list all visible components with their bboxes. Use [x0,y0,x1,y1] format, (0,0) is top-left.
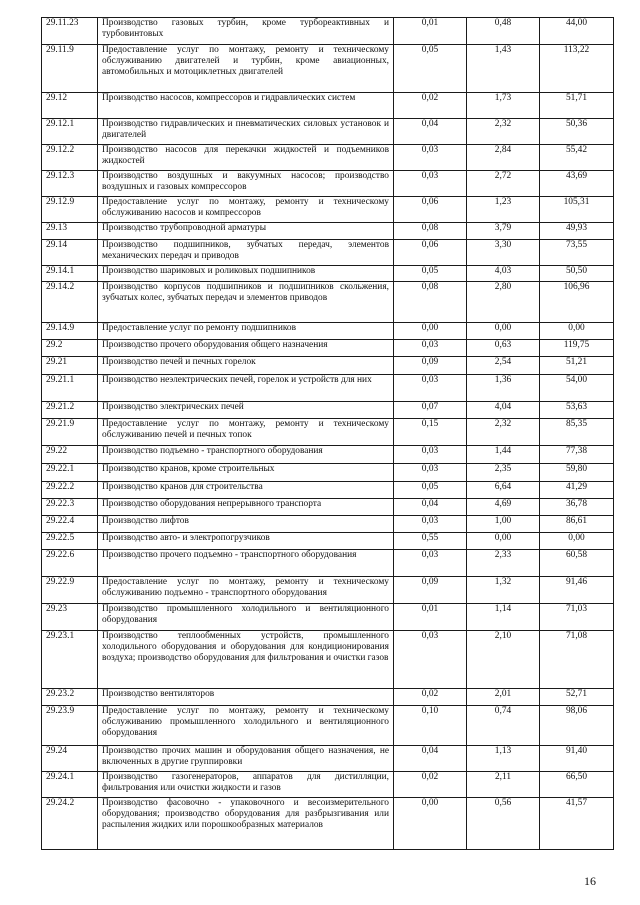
row-value-3: 59,80 [540,464,614,482]
row-description: Предоставление услуг по монтажу, ремонту и техническому обслуживанию промышленного холодильного и вентиляционного оборудования [98,706,394,746]
row-code: 29.21.1 [42,375,98,402]
row-code: 29.22.6 [42,550,98,577]
row-code: 29.11.9 [42,45,98,93]
row-value-3: 91,46 [540,577,614,604]
table-row [42,499,614,516]
row-value-2: 1,23 [467,197,540,223]
row-value-3: 77,38 [540,446,614,464]
row-code: 29.23 [42,604,98,631]
row-value-3: 49,93 [540,223,614,240]
row-code: 29.21.9 [42,419,98,446]
row-value-3: 60,58 [540,550,614,577]
row-value-3: 44,00 [540,18,614,45]
row-description: Производство насосов, компрессоров и гидравлических систем [98,93,394,119]
table-row [42,240,614,266]
row-code: 29.22 [42,446,98,464]
table-row [42,746,614,772]
row-value-2: 0,00 [467,323,540,340]
row-description: Предоставление услуг по монтажу, ремонту и техническому обслуживанию насосов и компрессоров [98,197,394,223]
table-row [42,402,614,419]
row-value-1: 0,03 [394,446,467,464]
row-description: Производство печей и печных горелок [98,357,394,375]
row-value-3: 41,29 [540,482,614,499]
row-code: 29.14.2 [42,282,98,323]
row-value-2: 0,00 [467,533,540,550]
row-value-3: 51,21 [540,357,614,375]
row-value-2: 1,32 [467,577,540,604]
row-code: 29.22.3 [42,499,98,516]
row-description: Производство газогенераторов, аппаратов для дистилляции, фильтрования или очистки жидкости и газов [98,772,394,798]
row-value-1: 0,00 [394,323,467,340]
row-description: Производство трубопроводной арматуры [98,223,394,240]
row-description: Производство прочего оборудования общего назначения [98,340,394,357]
row-code: 29.23.9 [42,706,98,746]
row-value-2: 2,84 [467,145,540,171]
row-description: Производство корпусов подшипников и подшипников скольжения, зубчатых колес, зубчатых передач и элементов приводов [98,282,394,323]
row-value-1: 0,02 [394,689,467,706]
row-description: Производство насосов для перекачки жидкостей и подъемников жидкостей [98,145,394,171]
table-row [42,357,614,375]
row-value-2: 0,74 [467,706,540,746]
table-row [42,482,614,499]
row-value-1: 0,02 [394,93,467,119]
row-value-1: 0,05 [394,482,467,499]
row-value-1: 0,10 [394,706,467,746]
row-value-2: 3,79 [467,223,540,240]
table-row [42,323,614,340]
page-number: 16 [584,874,596,888]
table-body [42,18,614,850]
row-value-3: 55,42 [540,145,614,171]
row-description: Производство гидравлических и пневматических силовых установок и двигателей [98,119,394,145]
row-value-1: 0,55 [394,533,467,550]
row-value-2: 1,36 [467,375,540,402]
row-value-2: 0,48 [467,18,540,45]
row-value-1: 0,07 [394,402,467,419]
row-code: 29.11.23 [42,18,98,45]
row-value-1: 0,04 [394,499,467,516]
row-value-3: 106,96 [540,282,614,323]
table-row [42,419,614,446]
row-value-2: 2,32 [467,419,540,446]
row-value-3: 113,22 [540,45,614,93]
table-row [42,798,614,850]
row-value-3: 71,08 [540,631,614,689]
row-code: 29.14.9 [42,323,98,340]
row-value-2: 0,63 [467,340,540,357]
row-value-3: 50,50 [540,266,614,282]
row-value-3: 66,50 [540,772,614,798]
row-value-2: 4,69 [467,499,540,516]
table-row [42,604,614,631]
row-value-1: 0,03 [394,464,467,482]
row-value-1: 0,08 [394,223,467,240]
row-value-2: 2,35 [467,464,540,482]
row-value-1: 0,08 [394,282,467,323]
row-code: 29.21.2 [42,402,98,419]
row-description: Производство прочих машин и оборудования общего назначения, не включенных в другие группировки [98,746,394,772]
row-value-1: 0,03 [394,145,467,171]
table-row [42,119,614,145]
row-description: Производство промышленного холодильного и вентиляционного оборудования [98,604,394,631]
table-row [42,577,614,604]
row-value-3: 52,71 [540,689,614,706]
row-value-1: 0,09 [394,357,467,375]
row-code: 29.14.1 [42,266,98,282]
row-code: 29.22.4 [42,516,98,533]
row-value-1: 0,03 [394,631,467,689]
table-row [42,171,614,197]
table-row [42,266,614,282]
row-code: 29.22.9 [42,577,98,604]
row-description: Предоставление услуг по ремонту подшипников [98,323,394,340]
row-value-1: 0,05 [394,45,467,93]
row-value-3: 36,78 [540,499,614,516]
row-value-1: 0,01 [394,604,467,631]
row-description: Предоставление услуг по монтажу, ремонту и техническому обслуживанию печей и печных топок [98,419,394,446]
row-value-2: 6,64 [467,482,540,499]
row-value-3: 50,36 [540,119,614,145]
row-value-2: 4,03 [467,266,540,282]
row-value-1: 0,06 [394,197,467,223]
row-description: Производство лифтов [98,516,394,533]
table-row [42,772,614,798]
table-row [42,340,614,357]
row-value-3: 105,31 [540,197,614,223]
table-row [42,197,614,223]
row-code: 29.14 [42,240,98,266]
row-code: 29.12.9 [42,197,98,223]
row-value-2: 1,43 [467,45,540,93]
row-description: Производство теплообменных устройств, промышленного холодильного оборудования и оборудования для кондиционирования воздуха; производство оборудования для фильтрования и очистки газов [98,631,394,689]
row-value-2: 3,30 [467,240,540,266]
row-code: 29.24.1 [42,772,98,798]
row-code: 29.12.2 [42,145,98,171]
row-code: 29.24.2 [42,798,98,850]
row-value-3: 85,35 [540,419,614,446]
table-row [42,706,614,746]
row-value-2: 2,32 [467,119,540,145]
row-description: Предоставление услуг по монтажу, ремонту и техническому обслуживанию подъемно - транспортного оборудования [98,577,394,604]
row-description: Производство фасовочно - упаковочного и весоизмерительного оборудования; производство оборудования для разбрызгивания или распыления жидких или порошкообразных материалов [98,798,394,850]
statistics-table [41,17,614,850]
table-row [42,93,614,119]
row-description: Производство воздушных и вакуумных насосов; производство воздушных и газовых компрессоров [98,171,394,197]
row-code: 29.13 [42,223,98,240]
row-value-2: 2,80 [467,282,540,323]
row-value-3: 91,40 [540,746,614,772]
row-value-2: 1,13 [467,746,540,772]
row-value-1: 0,09 [394,577,467,604]
row-value-3: 119,75 [540,340,614,357]
row-value-1: 0,03 [394,375,467,402]
row-value-2: 2,10 [467,631,540,689]
row-value-2: 2,11 [467,772,540,798]
row-value-1: 0,05 [394,266,467,282]
row-value-2: 2,72 [467,171,540,197]
row-value-2: 4,04 [467,402,540,419]
row-value-3: 51,71 [540,93,614,119]
row-value-1: 0,01 [394,18,467,45]
row-value-3: 43,69 [540,171,614,197]
row-code: 29.12.1 [42,119,98,145]
row-value-3: 53,63 [540,402,614,419]
row-value-1: 0,02 [394,772,467,798]
row-description: Производство прочего подъемно - транспортного оборудования [98,550,394,577]
row-description: Производство шариковых и роликовых подшипников [98,266,394,282]
row-description: Производство подшипников, зубчатых передач, элементов механических передач и приводов [98,240,394,266]
row-description: Производство неэлектрических печей, горелок и устройств для них [98,375,394,402]
row-code: 29.2 [42,340,98,357]
row-code: 29.22.2 [42,482,98,499]
row-description: Производство электрических печей [98,402,394,419]
row-code: 29.22.5 [42,533,98,550]
row-description: Производство оборудования непрерывного транспорта [98,499,394,516]
row-description: Производство подъемно - транспортного оборудования [98,446,394,464]
row-value-1: 0,03 [394,340,467,357]
table-row [42,282,614,323]
row-value-1: 0,04 [394,746,467,772]
table-row [42,18,614,45]
table-row [42,446,614,464]
row-value-3: 54,00 [540,375,614,402]
row-value-3: 0,00 [540,323,614,340]
table-row [42,631,614,689]
table-row [42,145,614,171]
row-value-2: 1,00 [467,516,540,533]
table-row [42,516,614,533]
row-value-2: 1,44 [467,446,540,464]
row-code: 29.22.1 [42,464,98,482]
table-row [42,45,614,93]
row-value-2: 1,14 [467,604,540,631]
row-value-2: 2,01 [467,689,540,706]
table-row [42,689,614,706]
row-value-2: 1,73 [467,93,540,119]
row-value-3: 71,03 [540,604,614,631]
row-code: 29.21 [42,357,98,375]
row-value-1: 0,04 [394,119,467,145]
row-description: Производство кранов, кроме строительных [98,464,394,482]
row-value-3: 0,00 [540,533,614,550]
row-value-2: 2,33 [467,550,540,577]
row-code: 29.23.1 [42,631,98,689]
row-value-1: 0,00 [394,798,467,850]
row-value-3: 73,55 [540,240,614,266]
row-code: 29.24 [42,746,98,772]
row-code: 29.12 [42,93,98,119]
row-description: Производство авто- и электропогрузчиков [98,533,394,550]
row-description: Производство кранов для строительства [98,482,394,499]
row-value-3: 41,57 [540,798,614,850]
row-value-1: 0,06 [394,240,467,266]
row-value-2: 0,56 [467,798,540,850]
row-code: 29.12.3 [42,171,98,197]
row-value-2: 2,54 [467,357,540,375]
row-value-1: 0,03 [394,550,467,577]
row-value-3: 86,61 [540,516,614,533]
row-value-1: 0,03 [394,171,467,197]
row-description: Производство вентиляторов [98,689,394,706]
table-row [42,375,614,402]
row-value-3: 98,06 [540,706,614,746]
table-row [42,464,614,482]
row-code: 29.23.2 [42,689,98,706]
row-value-1: 0,15 [394,419,467,446]
row-description: Предоставление услуг по монтажу, ремонту и техническому обслуживанию двигателей и турбин, кроме авиационных, автомобильных и мотоциклетных двигателей [98,45,394,93]
row-value-1: 0,03 [394,516,467,533]
row-description: Производство газовых турбин, кроме турбореактивных и турбовинтовых [98,18,394,45]
table-row [42,223,614,240]
table-row [42,533,614,550]
table-row [42,550,614,577]
